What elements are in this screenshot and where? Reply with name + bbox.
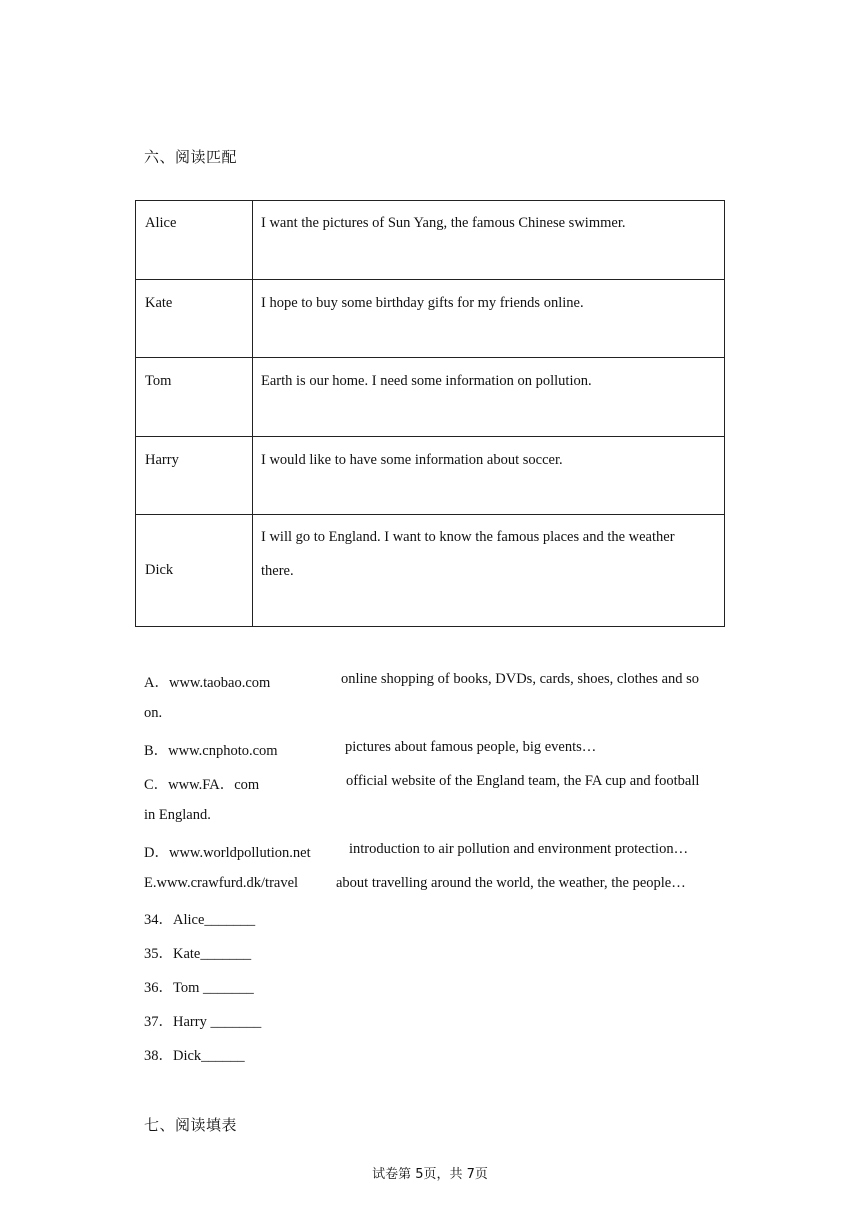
table-row xyxy=(136,279,725,358)
option-c xyxy=(144,773,700,794)
option-c-site: C．www.FA．com xyxy=(144,777,260,793)
question-38: 38．Dick______ xyxy=(144,1048,245,1064)
option-c-continuation: in England. xyxy=(144,807,211,823)
option-b-description: pictures about famous people, big events… xyxy=(345,739,597,755)
person-name: Tom xyxy=(136,358,253,437)
person-name: Dick xyxy=(136,515,253,627)
table-row xyxy=(136,436,725,515)
person-name: Harry xyxy=(136,436,253,515)
question-34: 34．Alice_______ xyxy=(144,912,256,928)
option-e-site: E.www.crawfurd.dk/travel xyxy=(144,875,299,891)
section-6-heading: 六、阅读匹配 xyxy=(144,148,238,166)
option-a-site: A．www.taobao.com xyxy=(144,675,271,691)
person-need: I would like to have some information about soccer. xyxy=(253,436,725,515)
question-36: 36．Tom _______ xyxy=(144,980,254,996)
table-row xyxy=(136,358,725,437)
option-e xyxy=(144,875,686,892)
option-a-description: online shopping of books, DVDs, cards, shoes, clothes and so xyxy=(341,671,700,687)
person-name: Alice xyxy=(136,201,253,280)
person-need: I hope to buy some birthday gifts for my friends online. xyxy=(253,279,725,358)
table-row xyxy=(136,515,725,627)
matching-table xyxy=(135,200,725,627)
option-d-description: introduction to air pollution and environment protection… xyxy=(349,841,689,857)
section-7-heading: 七、阅读填表 xyxy=(144,1116,238,1134)
person-need: I want the pictures of Sun Yang, the famous Chinese swimmer. xyxy=(253,201,725,280)
question-35: 35．Kate_______ xyxy=(144,946,252,962)
table-row xyxy=(136,201,725,280)
person-name: Kate xyxy=(136,279,253,358)
option-b xyxy=(144,739,597,760)
option-a-continuation: on. xyxy=(144,705,163,721)
option-e-description: about travelling around the world, the weather, the people… xyxy=(336,875,686,891)
person-need: I will go to England. I want to know the famous places and the weather there. xyxy=(253,515,725,627)
option-d-site: D．www.worldpollution.net xyxy=(144,845,311,861)
option-a xyxy=(144,671,700,692)
option-c-description: official website of the England team, the FA cup and football xyxy=(346,773,700,789)
option-d xyxy=(144,841,689,862)
page-footer: 试卷第 5页，共 7页 xyxy=(372,1167,488,1182)
option-b-site: B．www.cnphoto.com xyxy=(144,743,278,759)
person-need: Earth is our home. I need some information on pollution. xyxy=(253,358,725,437)
question-37: 37．Harry _______ xyxy=(144,1014,262,1030)
